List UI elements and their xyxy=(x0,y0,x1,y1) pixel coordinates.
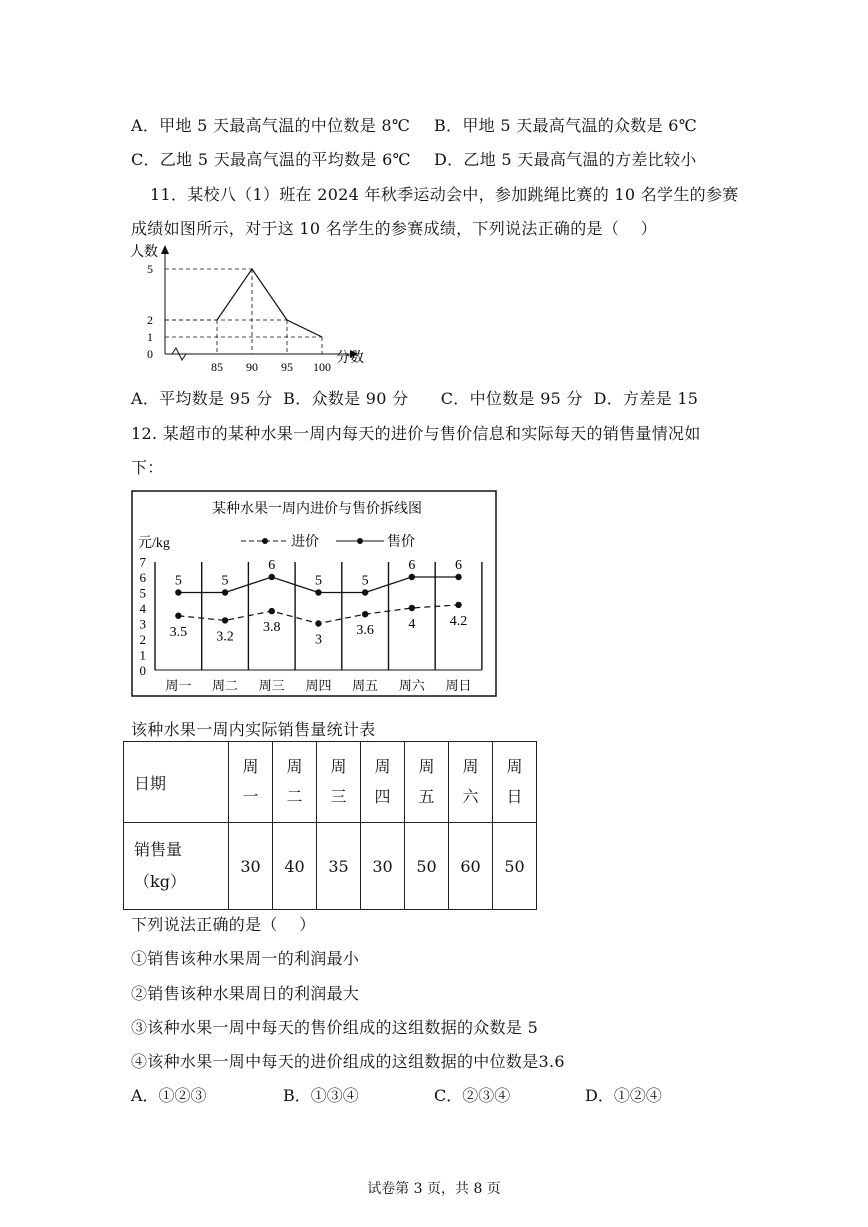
x-tick-label: 周三 xyxy=(258,678,285,693)
q12-stem-line2: 下： xyxy=(131,458,164,477)
y-tick-label: 0 xyxy=(147,347,153,361)
q12-price-chart xyxy=(131,490,498,698)
y-tick-label: 3 xyxy=(139,616,146,632)
sales-wed: 35 xyxy=(317,823,361,910)
y-tick-label: 6 xyxy=(139,570,146,585)
day-mon: 周 一 xyxy=(229,742,273,823)
price-data-label: 5 xyxy=(221,573,229,589)
y-tick-label: 1 xyxy=(147,330,153,344)
y-tick-label: 5 xyxy=(147,262,153,276)
y-axis-label: 元/kg xyxy=(138,536,170,551)
y-tick-label: 2 xyxy=(147,313,153,327)
y-tick-label: 1 xyxy=(139,647,146,663)
x-tick-label: 周日 xyxy=(445,678,472,693)
price-data-label: 6 xyxy=(268,558,276,573)
price-point xyxy=(455,574,461,580)
sales-fri: 50 xyxy=(405,823,449,910)
cost-point xyxy=(315,620,321,626)
q11-stem-line2: 成绩如图所示，对于这 10 名学生的参赛成绩，下列说法正确的是（ ） xyxy=(131,219,657,238)
x-axis-label: 分数 xyxy=(336,351,364,366)
q12-statement-4: ④该种水果一周中每天的进价组成的这组数据的中位数是3.6 xyxy=(131,1052,565,1071)
q10-option-c: C．乙地 5 天最高气温的平均数是 6℃ xyxy=(131,150,411,169)
day-thu: 周 四 xyxy=(361,742,405,823)
cost-data-label: 4.2 xyxy=(449,613,468,629)
sales-sat: 60 xyxy=(449,823,493,910)
chart-frame xyxy=(132,491,496,696)
q12-prompt: 下列说法正确的是（ ） xyxy=(131,915,316,934)
price-data-label: 6 xyxy=(455,558,463,573)
sales-table xyxy=(123,741,537,910)
sales-thu: 30 xyxy=(361,823,405,910)
day-fri: 周 五 xyxy=(405,742,449,823)
cost-point xyxy=(175,613,181,619)
price-point xyxy=(269,574,275,580)
q11-stem-line1: 11．某校八（1）班在 2024 年秋季运动会中，参加跳绳比赛的 10 名学生的参赛 xyxy=(150,185,739,204)
price-point xyxy=(175,589,181,595)
axis-break xyxy=(165,348,192,360)
sales-table-caption: 该种水果一周内实际销售量统计表 xyxy=(131,720,376,739)
x-tick-label: 95 xyxy=(281,360,293,374)
cost-data-label: 3.5 xyxy=(169,624,188,640)
x-tick-label: 100 xyxy=(313,360,331,374)
x-tick-label: 周一 xyxy=(165,678,192,693)
table-row xyxy=(124,742,537,823)
q12-option-c: C．②③④ xyxy=(434,1086,511,1105)
y-tick-label: 5 xyxy=(139,585,146,601)
cost-data-label: 3.6 xyxy=(356,623,374,639)
page-footer: 试卷第 3 页，共 8 页 xyxy=(367,1181,501,1197)
x-tick-label: 周二 xyxy=(212,678,239,693)
y-tick-label: 0 xyxy=(139,663,146,678)
q10-option-d: D．乙地 5 天最高气温的方差比较小 xyxy=(434,150,697,169)
y-tick-label: 7 xyxy=(139,554,146,570)
x-tick-label: 周六 xyxy=(398,678,425,693)
cost-data-label: 3.8 xyxy=(263,620,281,636)
y-axis-arrow xyxy=(161,245,169,254)
y-tick-label: 4 xyxy=(139,601,146,616)
series-line xyxy=(217,269,322,337)
price-point xyxy=(409,574,415,580)
cost-data-label: 3.2 xyxy=(216,629,234,645)
sales-sun: 50 xyxy=(493,823,537,910)
legend-label-price: 售价 xyxy=(387,535,415,550)
q10-option-a: A．甲地 5 天最高气温的中位数是 8℃ xyxy=(131,116,411,135)
price-point xyxy=(222,589,228,595)
y-tick-label: 2 xyxy=(139,632,146,647)
q12-statement-2: ②销售该种水果周日的利润最大 xyxy=(131,984,360,1003)
price-data-label: 5 xyxy=(361,573,369,589)
q12-option-d: D．①②④ xyxy=(585,1086,662,1105)
legend-dashed-dot xyxy=(262,538,268,544)
table-header-date: 日期 xyxy=(124,742,229,823)
day-wed: 周 三 xyxy=(317,742,361,823)
x-tick-label: 85 xyxy=(211,360,223,374)
table-header-sales: 销售量 （kg） xyxy=(124,823,229,910)
cost-point xyxy=(409,605,415,611)
q12-statement-1: ①销售该种水果周一的利润最小 xyxy=(131,949,360,968)
legend-label-cost: 进价 xyxy=(291,535,319,550)
sales-mon: 30 xyxy=(229,823,273,910)
x-tick-label: 90 xyxy=(246,360,258,374)
cost-point xyxy=(362,611,368,617)
day-tue: 周 二 xyxy=(273,742,317,823)
x-tick-label: 周五 xyxy=(352,678,379,693)
q10-option-b: B．甲地 5 天最高气温的众数是 6℃ xyxy=(434,116,697,135)
cost-data-label: 4 xyxy=(408,617,416,632)
price-point xyxy=(315,589,321,595)
price-data-label: 5 xyxy=(314,573,322,589)
x-tick-label: 周四 xyxy=(305,678,332,693)
q11-score-chart xyxy=(120,240,380,375)
price-data-label: 5 xyxy=(174,573,182,589)
q12-option-b: B．①③④ xyxy=(283,1086,359,1105)
q11-options: A．平均数是 95 分 B．众数是 90 分 C．中位数是 95 分 D．方差是 15 xyxy=(131,389,699,408)
q12-stem-line1: 12. 某超市的某种水果一周内每天的进价与售价信息和实际每天的销售量情况如 xyxy=(131,424,701,443)
y-axis-label: 人数 xyxy=(130,245,158,260)
price-point xyxy=(362,589,368,595)
day-sat: 周 六 xyxy=(449,742,493,823)
cost-point xyxy=(222,617,228,623)
chart-title: 某种水果一周内进价与售价拆线图 xyxy=(212,502,422,517)
q12-option-a: A．①②③ xyxy=(131,1086,207,1105)
legend-solid-dot xyxy=(357,538,363,544)
price-data-label: 6 xyxy=(408,558,416,573)
cost-point xyxy=(455,602,461,608)
sales-tue: 40 xyxy=(273,823,317,910)
cost-point xyxy=(269,608,275,614)
q12-statement-3: ③该种水果一周中每天的售价组成的这组数据的众数是 5 xyxy=(131,1018,539,1037)
table-row xyxy=(124,823,537,910)
cost-data-label: 3 xyxy=(314,632,322,648)
day-sun: 周 日 xyxy=(493,742,537,823)
